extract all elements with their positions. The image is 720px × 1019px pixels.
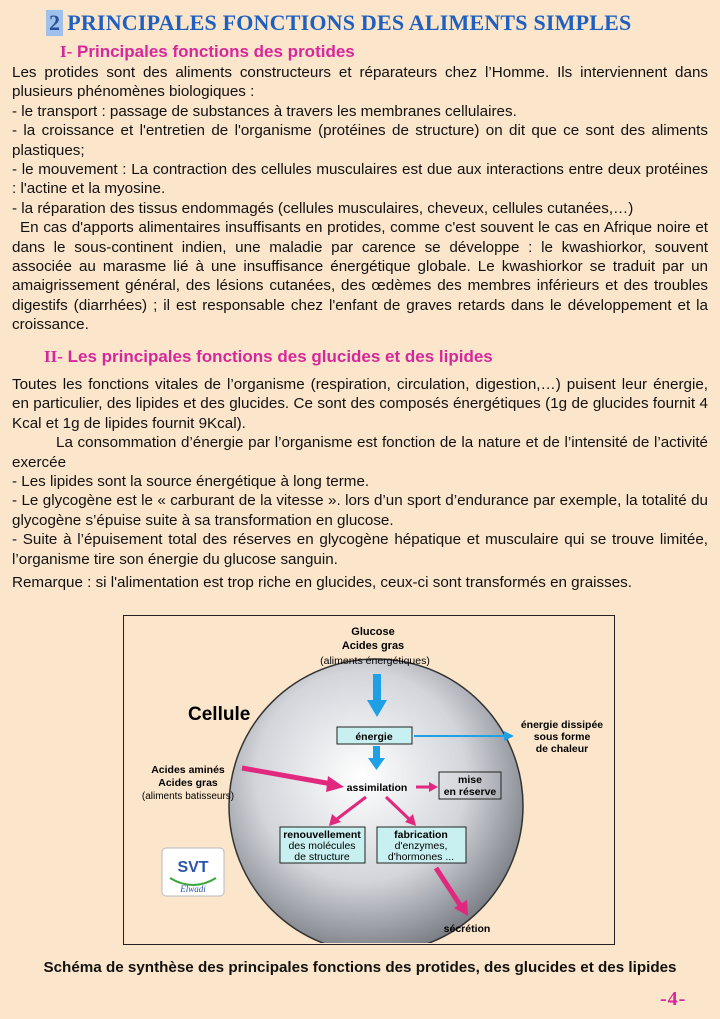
page-number: -4- xyxy=(660,988,687,1010)
storage-line: mise xyxy=(458,774,482,786)
heat-arrow-head xyxy=(504,731,514,741)
section1-line: - la croissance et l'entretien de l'organisme (protéines de structure) on dit que ce sont des aliments plastiques; xyxy=(12,122,708,159)
page-title xyxy=(46,10,646,38)
diagram-svg xyxy=(124,616,613,943)
fabrication-line: d'enzymes, xyxy=(394,840,448,852)
energy-to-assim-shaft xyxy=(373,746,380,760)
left-input-line: Acides gras xyxy=(158,777,218,789)
section1-heading-text: Principales fonctions des protides xyxy=(77,42,355,61)
synthesis-diagram xyxy=(123,615,615,945)
left-input-line: Acides aminés xyxy=(151,764,225,776)
heat-line: énergie dissipée xyxy=(520,719,604,731)
storage-line: en réserve xyxy=(443,786,497,798)
section1-heading xyxy=(60,42,355,62)
section2-body xyxy=(12,375,708,592)
blue-arrow-shaft xyxy=(373,674,381,702)
fabrication-line: d'hormones ... xyxy=(387,851,455,863)
section1-line: Les protides sont des aliments constructeurs et réparateurs chez l’Homme. Ils interviennent dans plusieurs phénomènes biologiques : xyxy=(12,64,708,101)
section1-line: - la réparation des tissus endommagés (cellules musculaires, cheveux, cellules cutanées,…) xyxy=(12,199,634,217)
secretion-label: sécrétion xyxy=(443,923,491,935)
section1-body xyxy=(12,63,708,335)
svt-logo-text: SVT xyxy=(177,859,209,876)
section2-heading xyxy=(44,347,493,367)
section1-paragraph: En cas d'apports alimentaires insuffisants en protides, comme c'est souvent le cas en Afrique noire et dans le sous-continent indien, une maladie par carence se développe : le kwashiorkor, souvent associée au marasme lié à une insuffisance énergétique globale. Le kwashiorkor se traduit par un amaigrissement général, des lésions cutanées, des œdèmes des membres inférieurs et des troubles digestifs (diarrhées) ; il est responsable chez l'enfant de graves retards dans le développement et la croissance. xyxy=(12,219,708,334)
renewal-line: de structure xyxy=(294,851,350,863)
top-input-line: Glucose xyxy=(351,626,395,638)
section2-remark: Remarque : si l'alimentation est trop riche en glucides, ceux-ci sont transformés en graisses. xyxy=(12,574,632,592)
section2-line: - Les lipides sont la source énergétique à long terme. xyxy=(12,473,370,491)
title-text: PRINCIPALES FONCTIONS DES ALIMENTS SIMPLES xyxy=(67,10,632,35)
section2-roman: II- xyxy=(44,347,63,366)
cell-label: Cellule xyxy=(188,704,251,725)
heat-line: de chaleur xyxy=(535,743,589,755)
section2-line: - Le glycogène est le « carburant de la vitesse ». lors d’un sport d’endurance par exemple, la totalité du glycogène s’épuise suite à sa transformation en glucose. xyxy=(12,492,708,529)
section1-roman: I- xyxy=(60,42,73,61)
diagram-caption: Schéma de synthèse des principales fonctions des protides, des glucides et des lipides xyxy=(43,959,677,976)
section1-line: - le transport : passage de substances à travers les membranes cellulaires. xyxy=(12,102,517,120)
title-number: 2 xyxy=(46,10,63,36)
left-input-note: (aliments batisseurs) xyxy=(141,791,235,802)
top-input-note: (aliments énergétiques) xyxy=(320,655,430,667)
section1-line: - le mouvement : La contraction des cellules musculaires est due aux interactions entre deux protéines : l'actine et la myosine. xyxy=(12,161,708,198)
section2-line: - Suite à l’épuisement total des réserves en glycogène hépatique et musculaire qui se trouve limitée, l’organisme tire son énergie du glucose sanguin. xyxy=(12,531,708,568)
energy-label: énergie xyxy=(355,731,393,743)
assimilation-label: assimilation xyxy=(346,782,408,794)
heat-line: sous forme xyxy=(533,731,591,743)
renewal-line: renouvellement xyxy=(283,829,361,841)
section2-consumption: La consommation d’énergie par l’organisme est fonction de la nature et de l’intensité de l’activité exercée xyxy=(12,434,708,471)
renewal-line: des molécules xyxy=(288,840,356,852)
fabrication-line: fabrication xyxy=(394,829,448,841)
section2-intro: Toutes les fonctions vitales de l’organisme (respiration, circulation, digestion,…) puisent leur énergie, en particulier, des lipides et des glucides. Ce sont des composés énergétiques (1g de glucides fournit 4 Kcal et 1g de lipides fournit 9Kcal). xyxy=(12,376,708,432)
svt-logo-sub: Elwadi xyxy=(180,884,206,894)
section2-heading-text: Les principales fonctions des glucides et des lipides xyxy=(67,347,493,366)
top-input-line: Acides gras xyxy=(341,640,405,652)
